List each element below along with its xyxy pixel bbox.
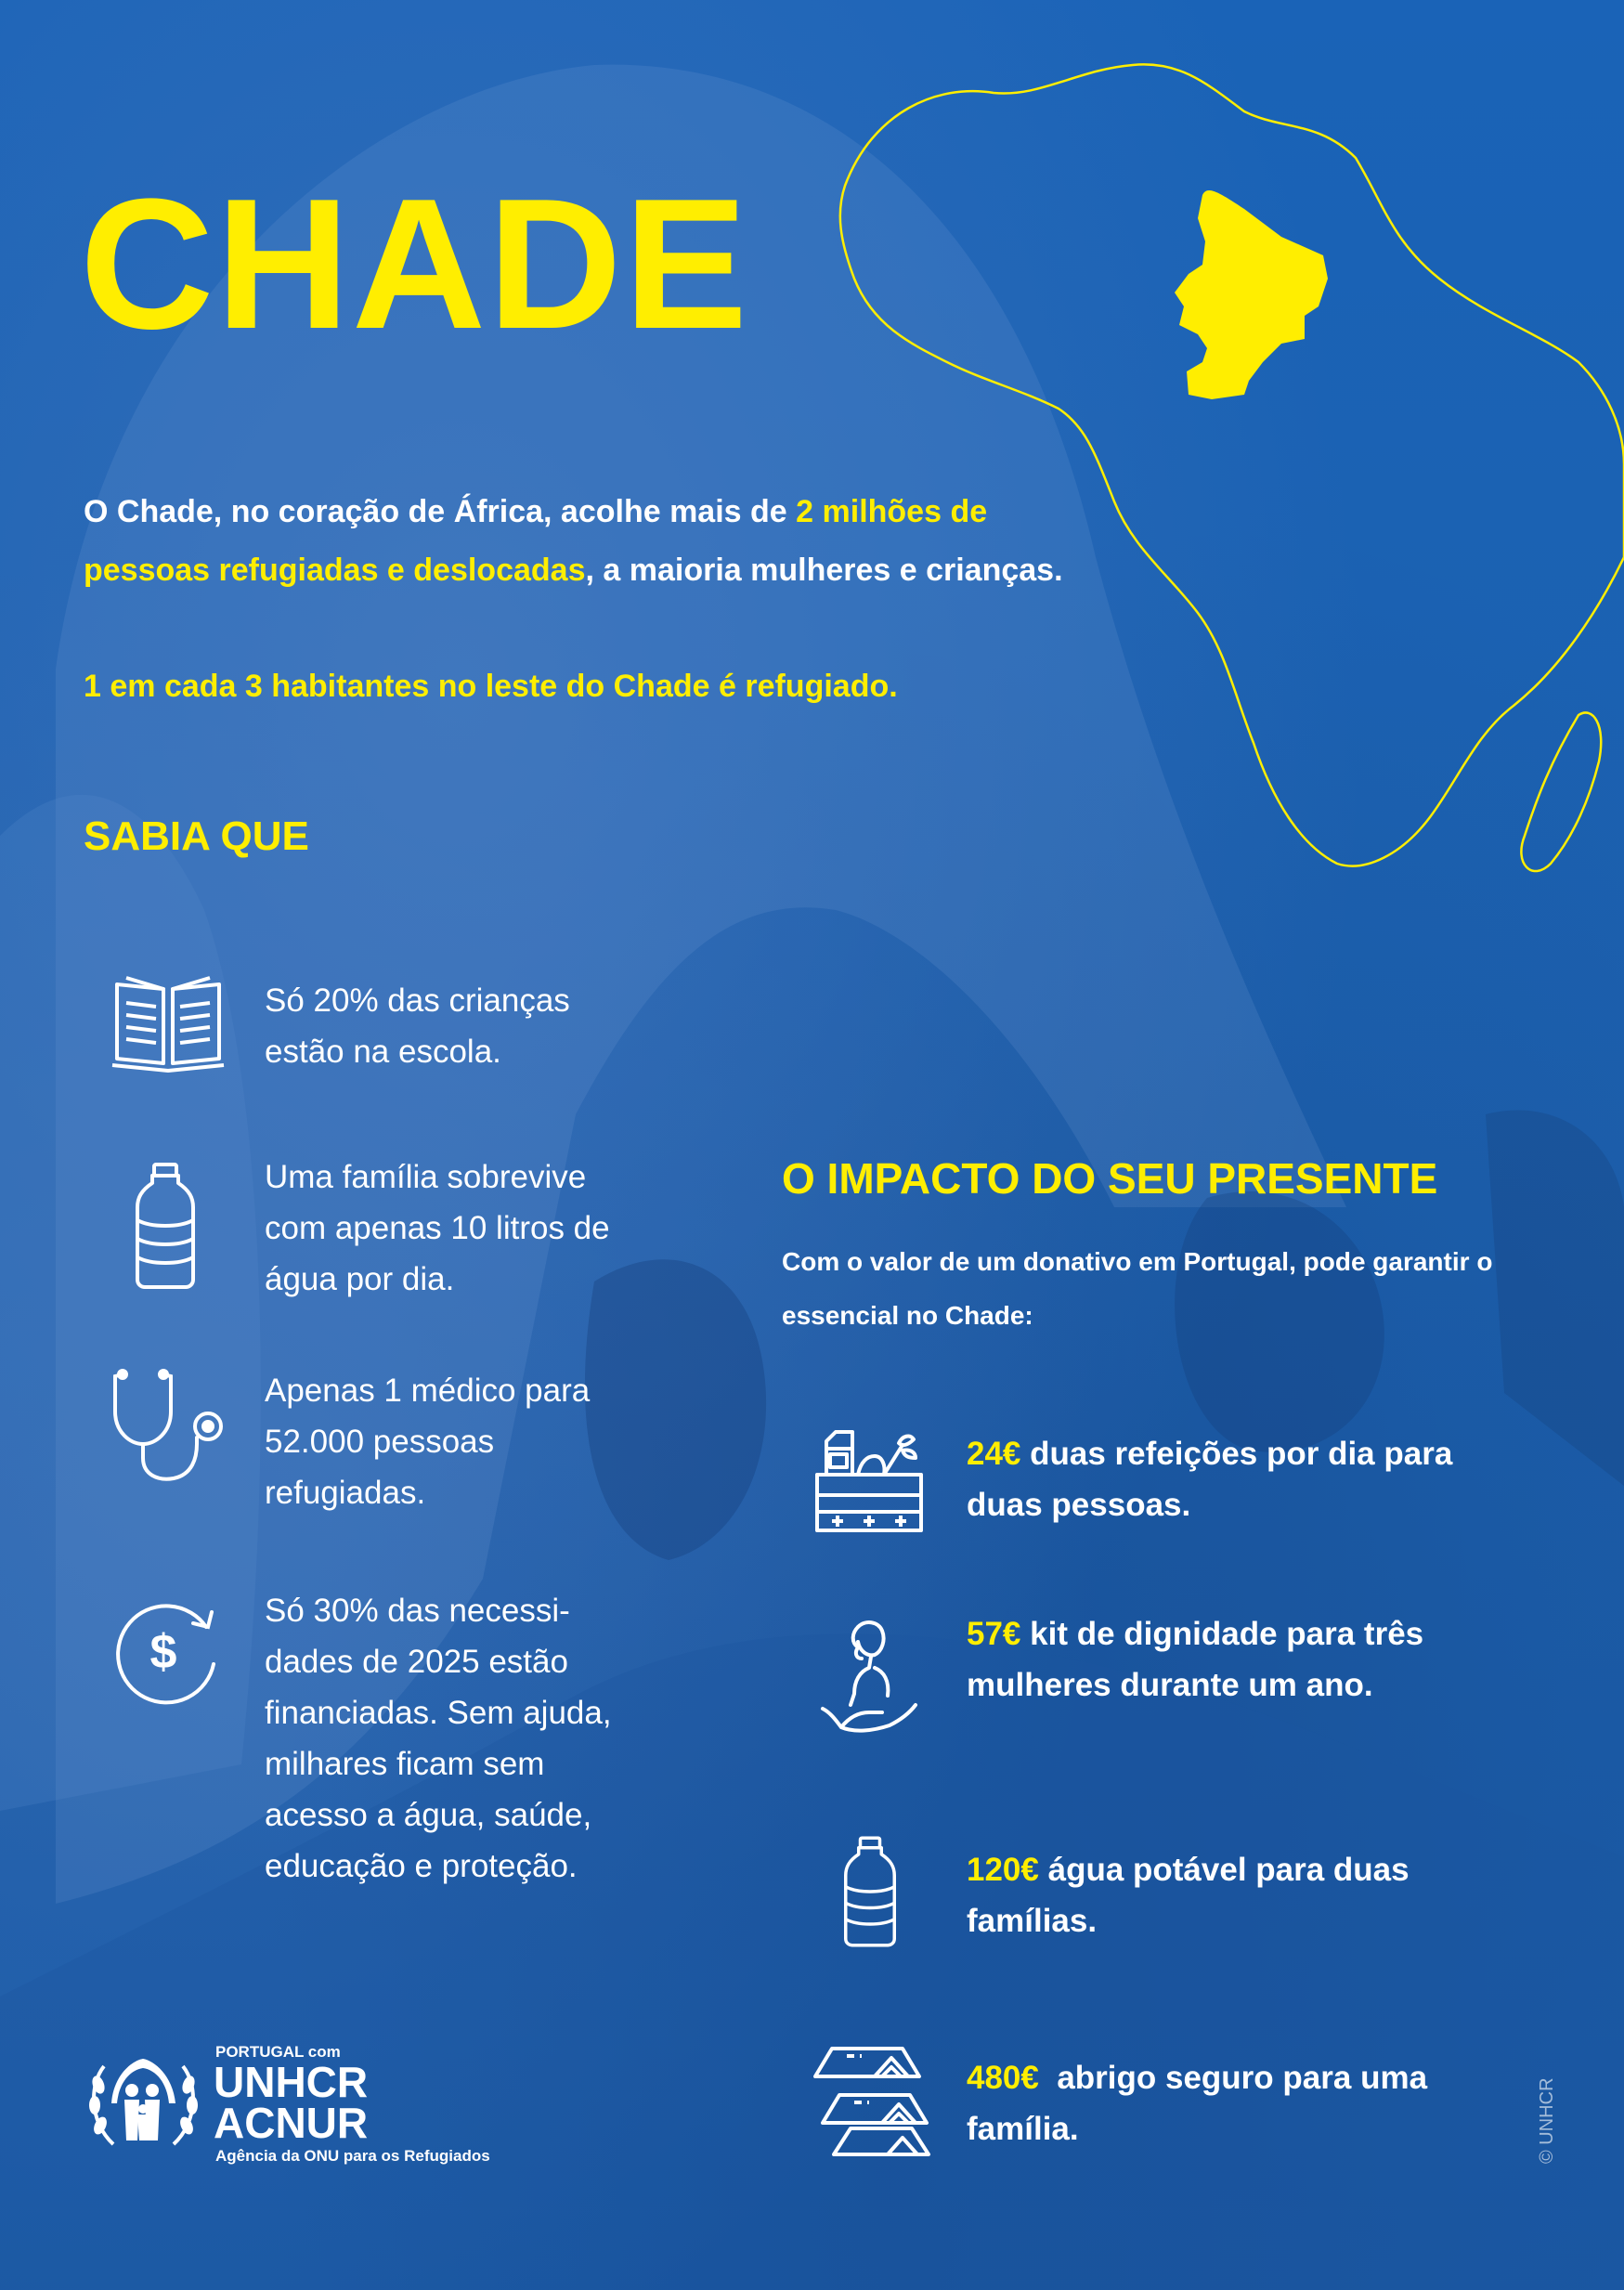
intro-stat: 1 em cada 3 habitantes no leste do Chade é refugiado. [84, 669, 898, 704]
book-icon [108, 961, 228, 1082]
food-crate-icon [810, 1421, 926, 1537]
intro-paragraph [84, 483, 1096, 600]
stethoscope-icon [104, 1365, 234, 1486]
sabia-que-title: SABIA QUE [84, 813, 309, 859]
gift-amount: 24€ [967, 1436, 1021, 1472]
fact-text: Apenas 1 médico para 52.000 pessoas refugiadas. [265, 1373, 591, 1511]
fact-text: Só 20% das crianças estão na escola. [265, 982, 570, 1070]
logo-subtitle: Agência da ONU para os Refugiados [215, 2147, 490, 2165]
madagascar-outline [1521, 712, 1601, 871]
africa-map [836, 56, 1624, 891]
intro-highlight: 2 milhões de pessoas refugiadas e deslocadas [84, 494, 988, 588]
water-bottle-icon [128, 1161, 202, 1291]
logo-top-text: PORTUGAL com [215, 2043, 341, 2061]
copyright: © UNHCR [1537, 2077, 1557, 2164]
gift-text [967, 2052, 1487, 2154]
gift-amount: 57€ [967, 1616, 1021, 1652]
tents-icon [810, 2043, 935, 2159]
fact-text: Só 30% das necessi-dades de 2025 estão financiadas. Sem ajuda, milhares ficam sem acesso a água, saúde, educação e proteção. [265, 1593, 612, 1884]
svg-text:$: $ [149, 1625, 177, 1679]
gift-description: duas refeições por dia para duas pessoas. [967, 1436, 1453, 1523]
fact-text: Uma família sobrevive com apenas 10 litros de água por dia. [265, 1159, 610, 1297]
unhcr-emblem-icon [85, 2048, 201, 2159]
gift-description: kit de dignidade para três mulheres durante um ano. [967, 1616, 1424, 1703]
water-bottle-icon [838, 1826, 903, 1958]
impact-title: O IMPACTO DO SEU PRESENTE [782, 1154, 1438, 1203]
gift-text [967, 1608, 1487, 1711]
logo-name-unhcr: UNHCR [214, 2058, 369, 2106]
intro-text-2: , a maioria mulheres e crianças. [585, 553, 1063, 588]
chad-shape [1175, 190, 1328, 399]
unhcr-logo [85, 2043, 513, 2168]
gift-description: água potável para duas famílias. [967, 1852, 1410, 1939]
intro-text-1: O Chade, no coração de África, acolhe mais de [84, 494, 797, 529]
page-title: CHADE [80, 161, 750, 368]
logo-name-acnur: ACNUR [214, 2099, 369, 2147]
africa-outline [840, 64, 1624, 865]
dollar-cycle-icon [104, 1590, 229, 1715]
woman-hand-icon [817, 1616, 919, 1741]
gift-amount: 480€ [967, 2060, 1039, 2096]
gift-text [967, 1428, 1487, 1530]
impact-subtitle: Com o valor de um donativo em Portugal, pode garantir o essencial no Chade: [782, 1247, 1493, 1330]
gift-text [967, 1844, 1487, 1946]
gift-description: abrigo seguro para uma família. [967, 2060, 1436, 2147]
gift-amount: 120€ [967, 1852, 1039, 1888]
